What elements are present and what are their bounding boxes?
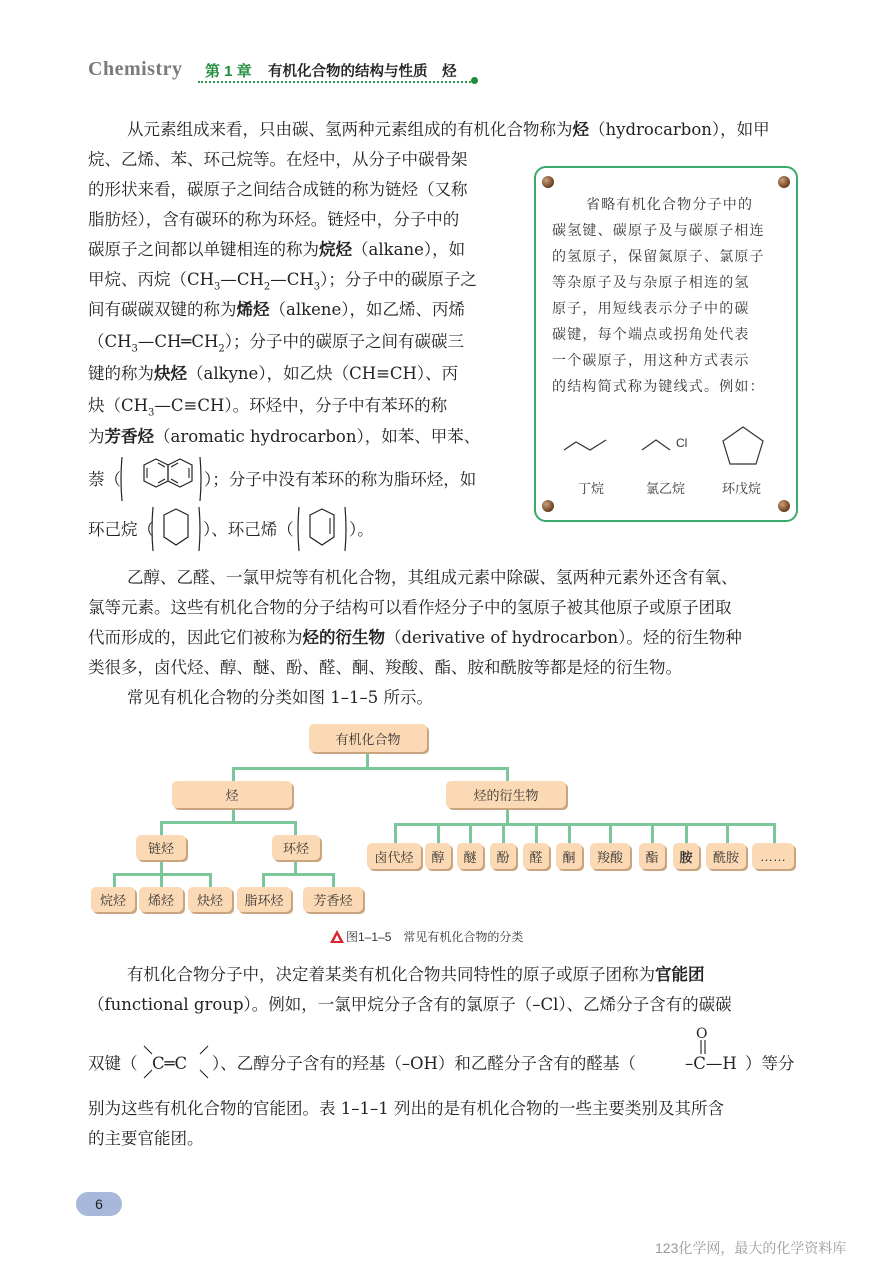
node-alicyclic: 脂环烃 xyxy=(237,887,291,912)
cyclopentane-skeletal xyxy=(720,424,766,468)
caption-text: 图1–1–5 常见有机化合物的分类 xyxy=(346,930,524,944)
text-line: 别为这些有机化合物的官能团。表 1–1–1 列出的是有机化合物的一些主要类别及其所含 xyxy=(88,1099,724,1118)
text-line xyxy=(88,298,465,322)
note-line: 原子，用短线表示分子中的碳 xyxy=(552,301,750,317)
tree-connector xyxy=(160,821,163,835)
triangle-marker-icon xyxy=(330,930,344,943)
text-line xyxy=(88,626,742,650)
text-run: 代而形成的，因此它们被称为 xyxy=(88,628,303,647)
text-line: 乙醇、乙醛、一氯甲烷等有机化合物，其组成元素中除碳、氢两种元素外还含有氧、 xyxy=(127,568,738,587)
note-line: 的结构简式称为键线式。例如： xyxy=(552,379,765,395)
node-amide: 酰胺 xyxy=(706,843,746,869)
text-run: 碳原子之间都以单键相连的称为 xyxy=(88,240,319,259)
text-line: ）、乙醇分子含有的羟基（–OH）和乙醛分子含有的醛基（ xyxy=(212,1054,636,1073)
text-line xyxy=(88,330,464,361)
tree-connector xyxy=(726,823,729,843)
text-run: （hydrocarbon），如甲 xyxy=(589,120,770,139)
text-line: 脂肪烃），含有碳环的称为环烃。链烃中，分子中的 xyxy=(88,210,460,229)
bolt-icon xyxy=(778,500,790,512)
text-run: ）；分子中的碳原子之 xyxy=(320,270,477,289)
text-run: 为 xyxy=(88,427,105,446)
tree-connector xyxy=(294,860,297,874)
tree-connector xyxy=(394,823,397,843)
term-alkene: 烯烃 xyxy=(236,300,270,319)
node-ring-hydrocarbon: 环烃 xyxy=(272,835,320,860)
node-amine: 胺 xyxy=(673,843,699,869)
text-line: （functional group）。例如，一氯甲烷分子含有的氯原子（–Cl）、乙烯分子含有的碳碳 xyxy=(88,995,732,1014)
tree-connector xyxy=(209,873,212,887)
text-line xyxy=(88,394,447,425)
text-run: （derivative of hydrocarbon）。烃的衍生物种 xyxy=(385,628,742,647)
chloroethane-label: 氯乙烷 xyxy=(646,481,686,496)
note-line: 等杂原子及与杂原子相连的氢 xyxy=(552,275,750,291)
cyclohexene-structure xyxy=(296,505,348,553)
term-functional-group: 官能团 xyxy=(655,965,705,984)
text-run: 炔（CH xyxy=(88,396,149,415)
text-line xyxy=(127,963,705,987)
subscript: 2 xyxy=(263,281,271,293)
text-run: 甲烷、丙烷（CH xyxy=(88,270,215,289)
node-alkane: 烷烃 xyxy=(91,887,135,912)
node-ether: 醚 xyxy=(457,843,483,869)
note-line: 碳氢键、碳原子及与碳原子相连 xyxy=(552,223,765,239)
node-haloalkane: 卤代烃 xyxy=(367,843,421,869)
text-line: ）等分 xyxy=(745,1054,795,1073)
text-run: （CH xyxy=(88,332,132,351)
tree-connector xyxy=(685,823,688,843)
text-line xyxy=(127,118,770,142)
chloroethane-skeletal xyxy=(640,434,674,458)
aldehyde-oxygen: O xyxy=(696,1026,708,1042)
text-run: （alkane），如 xyxy=(352,240,466,259)
tree-connector xyxy=(160,873,163,887)
text-run: —CH xyxy=(220,270,264,289)
text-run: （aromatic hydrocarbon），如苯、甲苯、 xyxy=(154,427,481,446)
butane-label: 丁烷 xyxy=(578,481,605,496)
text-run: 间有碳碳双键的称为 xyxy=(88,300,237,319)
text-line: 萘（ xyxy=(88,470,121,489)
butane-skeletal xyxy=(562,434,612,458)
note-line: 碳键，每个端点或拐角处代表 xyxy=(552,327,750,343)
bolt-icon xyxy=(542,500,554,512)
bolt-icon xyxy=(778,176,790,188)
node-alcohol: 醇 xyxy=(425,843,451,869)
tree-connector xyxy=(232,808,235,822)
cyclopentane-label: 环戊烷 xyxy=(722,481,762,496)
page-number: 6 xyxy=(76,1192,122,1216)
node-phenol: 酚 xyxy=(490,843,516,869)
text-line: 常见有机化合物的分类如图 1–1–5 所示。 xyxy=(127,688,433,707)
node-aldehyde: 醛 xyxy=(523,843,549,869)
text-run: —CH xyxy=(270,270,314,289)
text-line: 氯等元素。这些有机化合物的分子结构可以看作烃分子中的氢原子被其他原子或原子团取 xyxy=(88,598,732,617)
tree-connector xyxy=(437,823,440,843)
note-line: 省略有机化合物分子中的 xyxy=(586,197,754,213)
tree-connector xyxy=(394,823,776,826)
node-others: …… xyxy=(752,843,794,869)
skeletal-formula-note-box xyxy=(534,166,798,522)
tree-connector xyxy=(469,823,472,843)
text-run: —CH═CH xyxy=(137,332,219,351)
tree-connector xyxy=(113,873,116,887)
node-hydrocarbon-derivative: 烃的衍生物 xyxy=(446,781,566,808)
tree-connector xyxy=(160,860,163,874)
chapter-title: 有机化合物的结构与性质 烃 xyxy=(268,64,457,80)
term-hydrocarbon: 烃 xyxy=(572,120,589,139)
double-bond-formula: C═C xyxy=(152,1054,188,1073)
text-line: ）。 xyxy=(349,520,374,539)
text-line xyxy=(88,268,477,299)
subscript: 3 xyxy=(214,281,221,293)
naphthalene-structure xyxy=(120,455,202,503)
tree-connector xyxy=(609,823,612,843)
term-alkyne: 炔烃 xyxy=(154,364,187,383)
subscript: 2 xyxy=(218,343,225,355)
node-organic-compound: 有机化合物 xyxy=(309,724,427,752)
node-ester: 酯 xyxy=(639,843,665,869)
text-line: 环己烷（ xyxy=(88,520,154,539)
text-line: 的主要官能团。 xyxy=(88,1129,204,1148)
term-aromatic: 芳香烃 xyxy=(104,427,154,446)
node-alkene: 烯烃 xyxy=(139,887,183,912)
text-line: ）、环己烯（ xyxy=(203,520,294,539)
tree-connector xyxy=(568,823,571,843)
chapter-number: 第 1 章 xyxy=(205,63,252,80)
bolt-icon xyxy=(542,176,554,188)
header-dot xyxy=(471,77,478,84)
subscript: 3 xyxy=(313,281,321,293)
text-run: ）；分子中的碳原子之间有碳碳三 xyxy=(224,332,464,351)
text-run: （alkyne），如乙炔（CH≡CH）、丙 xyxy=(187,364,459,383)
header-divider xyxy=(198,81,474,83)
tree-connector xyxy=(535,823,538,843)
tree-connector xyxy=(506,767,509,781)
node-carboxylic-acid: 羧酸 xyxy=(590,843,630,869)
aldehyde-group-formula: –C—H xyxy=(685,1054,737,1073)
tree-connector xyxy=(232,767,508,770)
text-line xyxy=(88,425,480,449)
node-alkyne: 炔烃 xyxy=(188,887,232,912)
text-run: 从元素组成来看，只由碳、氢两种元素组成的有机化合物称为 xyxy=(127,120,573,139)
term-derivative: 烃的衍生物 xyxy=(302,628,385,647)
tree-connector xyxy=(502,823,505,843)
text-line: 双键（ xyxy=(88,1054,138,1073)
term-alkane: 烷烃 xyxy=(319,240,352,259)
node-hydrocarbon: 烃 xyxy=(172,781,292,808)
tree-connector xyxy=(262,873,335,876)
note-line: 一个碳原子，用这种方式表示 xyxy=(552,353,750,369)
text-run: （alkene），如乙烯、丙烯 xyxy=(269,300,466,319)
text-run: 键的称为 xyxy=(88,364,154,383)
tree-connector xyxy=(332,873,335,887)
text-run: 有机化合物分子中，决定着某类有机化合物共同特性的原子或原子团称为 xyxy=(127,965,655,984)
text-line xyxy=(88,362,458,386)
figure-caption xyxy=(330,928,523,945)
node-chain-hydrocarbon: 链烃 xyxy=(136,835,186,860)
tree-connector xyxy=(160,821,297,824)
note-line: 的氢原子，保留氮原子、氯原子 xyxy=(552,249,765,265)
chlorine-label: Cl xyxy=(676,436,688,450)
node-ketone: 酮 xyxy=(556,843,582,869)
subscript: 3 xyxy=(131,343,138,355)
tree-connector xyxy=(773,823,776,843)
tree-connector xyxy=(506,808,509,824)
tree-connector xyxy=(294,821,297,835)
tree-connector xyxy=(262,873,265,887)
text-line: 类很多，卤代烃、醇、醚、酚、醛、酮、羧酸、酯、胺和酰胺等都是烃的衍生物。 xyxy=(88,658,682,677)
text-line: ）；分子中没有苯环的称为脂环烃，如 xyxy=(204,470,477,489)
text-line: 的形状来看，碳原子之间结合成链的称为链烃（又称 xyxy=(88,180,468,199)
node-aromatic: 芳香烃 xyxy=(303,887,363,912)
text-run: —C≡CH）。环烃中，分子中有苯环的称 xyxy=(154,396,448,415)
watermark: 123化学网，最大的化学资料库 xyxy=(655,1240,847,1256)
text-line: 烷、乙烯、苯、环己烷等。在烃中，从分子中碳骨架 xyxy=(88,150,468,169)
tree-connector xyxy=(232,767,235,781)
cyclohexane-structure xyxy=(150,505,202,553)
brand-title: Chemistry xyxy=(88,58,183,80)
tree-connector xyxy=(651,823,654,843)
tree-connector xyxy=(366,754,369,768)
text-line xyxy=(88,238,465,262)
subscript: 3 xyxy=(148,407,155,419)
